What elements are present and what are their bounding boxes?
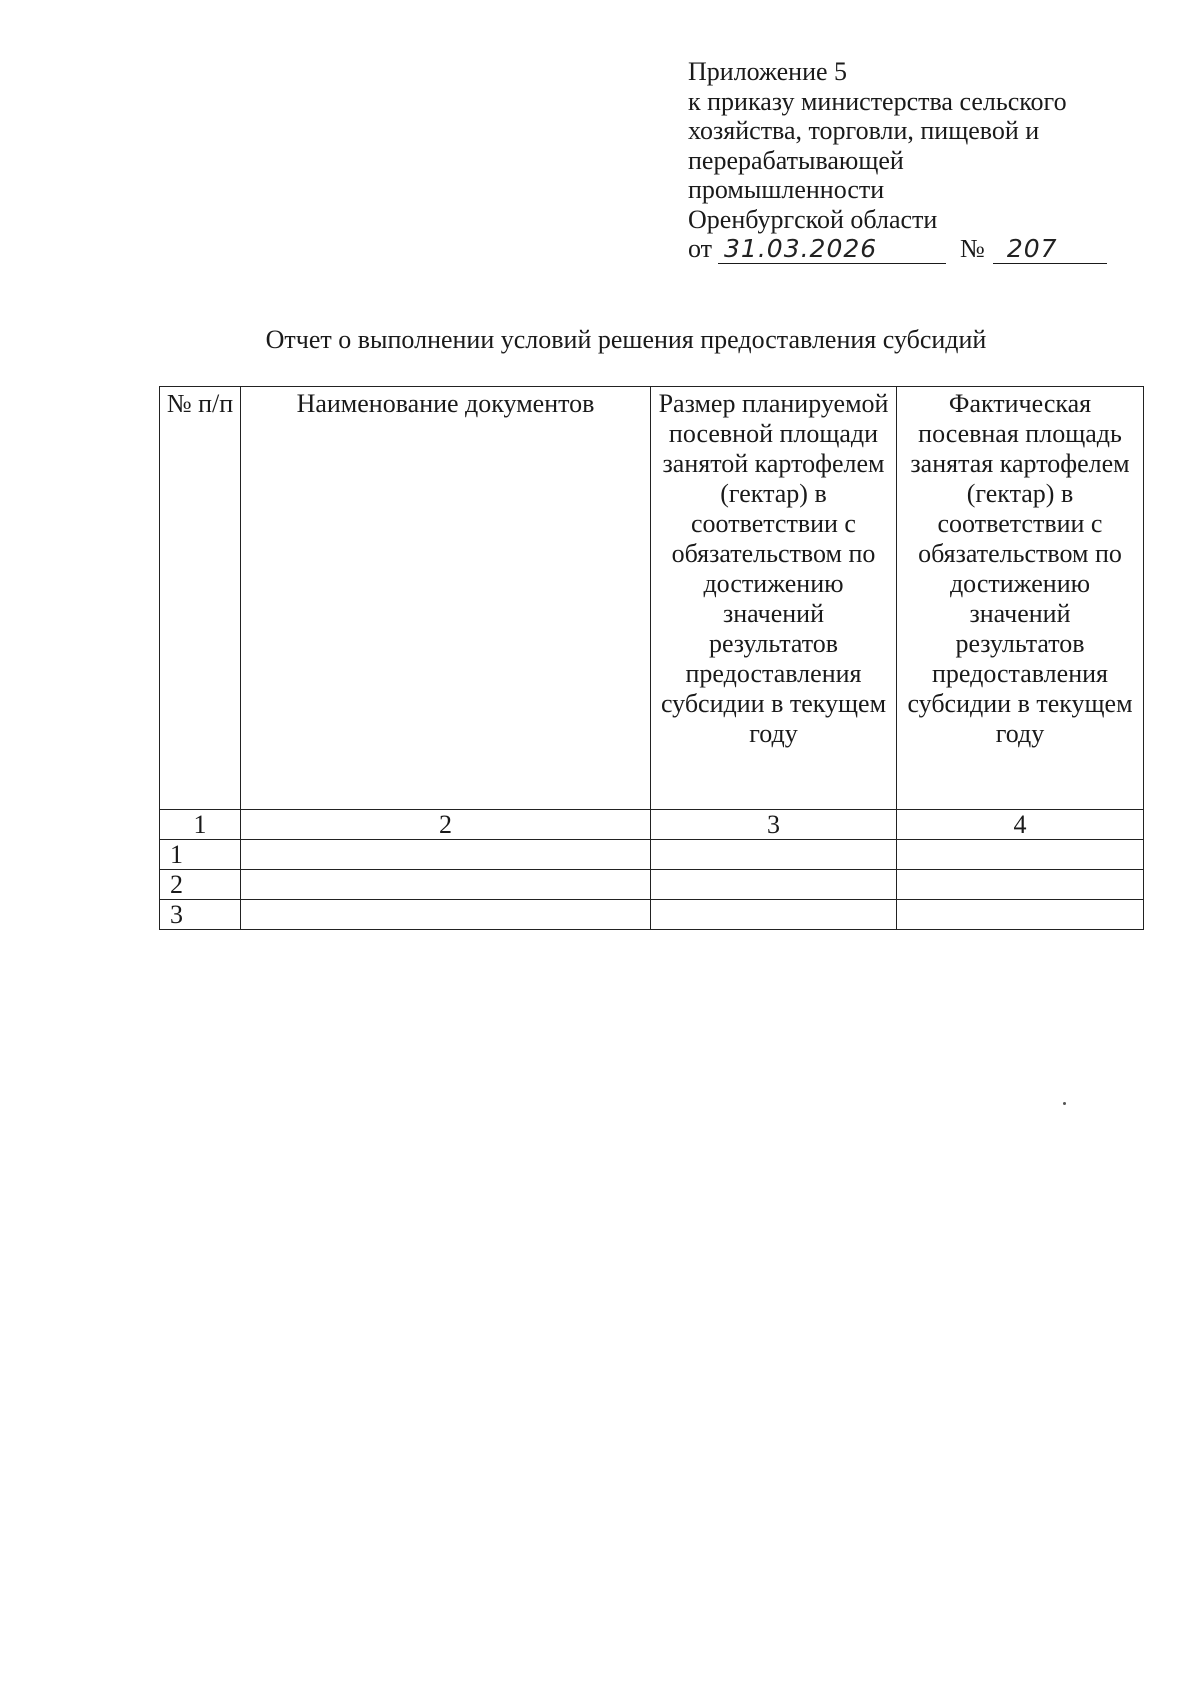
planned-area-cell bbox=[651, 900, 897, 930]
table-row bbox=[160, 840, 1144, 870]
order-date-row bbox=[688, 234, 1148, 264]
appendix-line-region: Оренбургской области bbox=[688, 204, 938, 234]
row-number-cell: 1 bbox=[160, 840, 241, 870]
header-document-name: Наименование документов bbox=[241, 387, 651, 810]
column-number: 3 bbox=[651, 810, 897, 840]
report-table bbox=[159, 386, 1144, 930]
appendix-line-industry: промышленности bbox=[688, 175, 885, 204]
report-title: Отчет о выполнении условий решения предоставления субсидий bbox=[265, 325, 987, 354]
column-number: 1 bbox=[160, 810, 241, 840]
row-number-cell: 3 bbox=[160, 900, 241, 930]
planned-area-cell bbox=[651, 870, 897, 900]
appendix-line-order: к приказу министерства сельского bbox=[688, 86, 1067, 116]
table-row bbox=[160, 870, 1144, 900]
appendix-line-processing: перерабатывающей bbox=[688, 145, 904, 175]
table-row bbox=[160, 900, 1144, 930]
handwritten-order-number: 207 bbox=[993, 236, 1107, 264]
table-header-row bbox=[160, 387, 1144, 810]
document-name-cell bbox=[241, 900, 651, 930]
actual-area-cell bbox=[897, 900, 1144, 930]
actual-area-cell bbox=[897, 840, 1144, 870]
column-number: 2 bbox=[241, 810, 651, 840]
appendix-title: Приложение 5 bbox=[688, 57, 848, 86]
handwritten-date: 31.03.2026 bbox=[718, 236, 946, 264]
header-planned-area: Размер планируемой посевной площади занятой картофелем (гектар) в соответствии с обязательством по достижению значений результатов предоставления субсидии в текущем году bbox=[651, 387, 897, 810]
date-prefix: от bbox=[688, 234, 713, 263]
column-number: 4 bbox=[897, 810, 1144, 840]
appendix-line-ministry: хозяйства, торговли, пищевой и bbox=[688, 116, 1040, 145]
number-label: № bbox=[960, 234, 985, 263]
row-number-cell: 2 bbox=[160, 870, 241, 900]
document-name-cell bbox=[241, 870, 651, 900]
column-number-row bbox=[160, 810, 1144, 840]
planned-area-cell bbox=[651, 840, 897, 870]
document-name-cell bbox=[241, 840, 651, 870]
scan-speck bbox=[1063, 1102, 1066, 1105]
appendix-header bbox=[688, 57, 1148, 264]
header-row-number: № п/п bbox=[160, 387, 241, 810]
header-actual-area: Фактическая посевная площадь занятая картофелем (гектар) в соответствии с обязательством по достижению значений результатов предоставления субсидии в текущем году bbox=[897, 387, 1144, 810]
actual-area-cell bbox=[897, 870, 1144, 900]
